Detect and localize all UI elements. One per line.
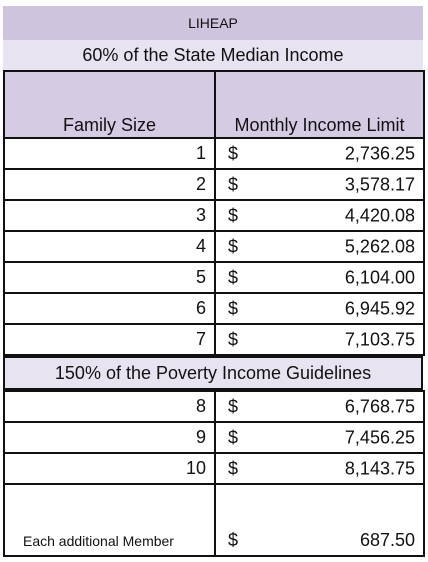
currency-symbol: $ [228,205,239,225]
table-row-additional-member [4,484,424,556]
family-size-value: 9 [4,422,215,453]
header-family-size: Family Size [4,71,215,138]
table-header-row [4,71,424,138]
currency-symbol: $ [228,143,239,163]
table-row [4,324,424,355]
currency-symbol: $ [228,174,239,194]
currency-symbol: $ [228,458,239,478]
table-row [4,453,424,484]
additional-member-label: Each additional Member [4,484,215,556]
income-limit-amount: 6,104.00 [344,267,415,287]
table-row [4,231,424,262]
income-limit-amount: 8,143.75 [344,458,415,478]
currency-symbol: $ [228,329,239,349]
income-limit-cell [215,169,424,200]
table-row [4,200,424,231]
family-size-value: 10 [4,453,215,484]
section-poverty-guidelines: 150% of the Poverty Income Guidelines [3,356,423,390]
additional-member-amount-cell [215,484,424,556]
income-limit-amount: 3,578.17 [344,174,415,194]
table-row [4,293,424,324]
family-size-value: 8 [4,391,215,422]
income-limit-amount: 7,456.25 [344,427,415,447]
income-limit-amount: 6,768.75 [344,396,415,416]
income-table-poverty-guidelines [3,390,425,557]
table-row [4,422,424,453]
income-limit-amount: 2,736.25 [344,143,415,163]
currency-symbol: $ [228,298,239,318]
family-size-value: 3 [4,200,215,231]
income-limit-cell [215,391,424,422]
income-limit-amount: 4,420.08 [344,205,415,225]
currency-symbol: $ [228,396,239,416]
table-row [4,262,424,293]
income-limit-amount: 6,945.92 [344,298,415,318]
table-row [4,138,424,169]
family-size-value: 7 [4,324,215,355]
income-limit-cell [215,422,424,453]
income-limit-cell [215,200,424,231]
income-table-state-median [3,70,425,356]
income-limit-amount: 7,103.75 [344,329,415,349]
income-limit-cell [215,293,424,324]
additional-member-amount: 687.50 [359,530,415,550]
income-limit-cell [215,324,424,355]
section-state-median-income: 60% of the State Median Income [3,40,423,70]
income-limits-sheet [3,6,423,557]
income-limit-cell [215,231,424,262]
income-limit-cell [215,453,424,484]
header-monthly-income-limit: Monthly Income Limit [215,71,424,138]
currency-symbol: $ [228,530,239,550]
family-size-value: 5 [4,262,215,293]
family-size-value: 2 [4,169,215,200]
currency-symbol: $ [228,267,239,287]
table-row [4,391,424,422]
family-size-value: 6 [4,293,215,324]
table-row [4,169,424,200]
income-limit-cell [215,262,424,293]
currency-symbol: $ [228,427,239,447]
family-size-value: 1 [4,138,215,169]
family-size-value: 4 [4,231,215,262]
currency-symbol: $ [228,236,239,256]
sheet-title: LIHEAP [3,6,423,40]
income-limit-cell [215,138,424,169]
income-limit-amount: 5,262.08 [344,236,415,256]
